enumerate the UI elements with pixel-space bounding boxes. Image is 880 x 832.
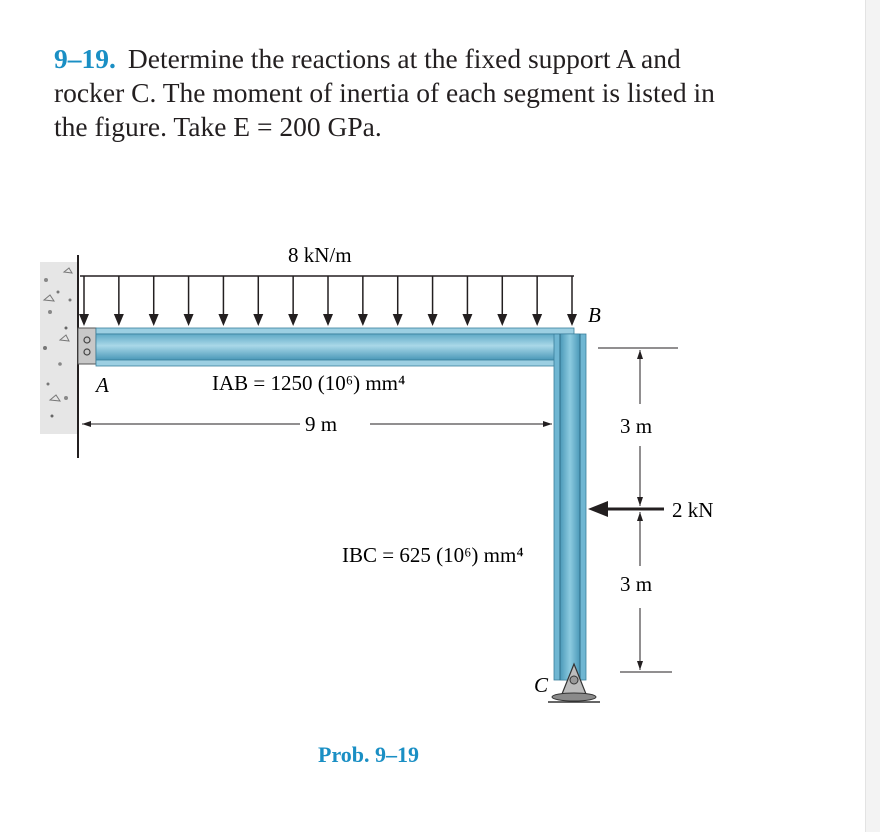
load-arrow-head <box>184 314 194 326</box>
force-label: 2 kN <box>672 498 714 522</box>
load-arrow-head <box>149 314 159 326</box>
point-b-label: B <box>588 303 601 327</box>
end-plate-a <box>78 328 96 364</box>
force-arrow-2kn <box>588 501 664 517</box>
problem-text-1: Determine the reactions at the fixed support A and <box>127 43 681 74</box>
load-arrow-head <box>428 314 438 326</box>
beam-ab <box>96 328 574 366</box>
span-ab-label: 9 m <box>305 412 338 436</box>
load-arrow-head <box>497 314 507 326</box>
load-arrow-head <box>567 314 577 326</box>
column-bc <box>554 334 586 680</box>
point-c-label: C <box>534 673 549 697</box>
i-bc-label: IBC = 625 (10⁶) mm⁴ <box>342 543 524 567</box>
wall-support <box>40 255 78 458</box>
figure-caption: Prob. 9–19 <box>318 742 420 767</box>
problem-number: 9–19. <box>54 43 116 74</box>
load-arrow-head <box>253 314 263 326</box>
load-arrow-head <box>79 314 89 326</box>
load-arrow-head <box>532 314 542 326</box>
point-a-label: A <box>96 373 109 397</box>
load-label: 8 kN/m <box>288 243 352 267</box>
dim-upper-label: 3 m <box>620 414 653 438</box>
load-arrow-head <box>358 314 368 326</box>
load-arrow-head <box>218 314 228 326</box>
load-arrow-head <box>323 314 333 326</box>
load-arrow-head <box>288 314 298 326</box>
distributed-load-arrows <box>79 276 577 326</box>
load-arrow-head <box>393 314 403 326</box>
problem-line-2: rocker C. The moment of inertia of each segment is listed in <box>54 77 715 108</box>
i-ab-label: IAB = 1250 (10⁶) mm⁴ <box>212 371 406 395</box>
load-arrow-head <box>114 314 124 326</box>
load-arrow-head <box>462 314 472 326</box>
problem-line-3: the figure. Take E = 200 GPa. <box>54 111 382 142</box>
dim-lower-label: 3 m <box>620 572 653 596</box>
